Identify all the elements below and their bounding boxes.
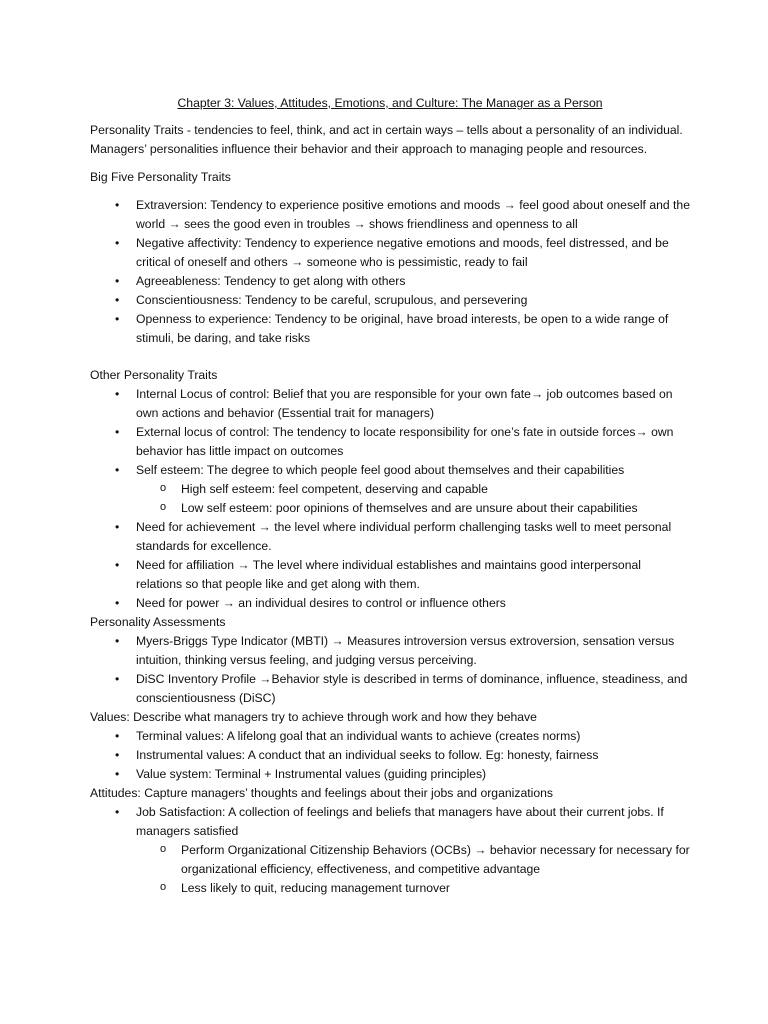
list-item xyxy=(136,461,690,518)
intro-paragraph: Personality Traits - tendencies to feel, think, and act in certain ways – tells about a personality of an individual. Managers’ personalities influence their behavior and their approach to managing people and resources. xyxy=(90,123,683,156)
list-item: • DiSC Inventory Profile →Behavior style is described in terms of dominance, influence, steadiness, and conscientiousness (DiSC) xyxy=(136,670,690,708)
list-item: • Internal Locus of control: Belief that you are responsible for your own fate→ job outcomes based on own actions and behavior (Essential trait for managers) xyxy=(136,385,690,423)
values-list xyxy=(90,727,690,784)
list-item: • Agreeableness: Tendency to get along with others xyxy=(136,272,690,291)
other-traits-list xyxy=(90,385,690,613)
list-item: • Negative affectivity: Tendency to experience negative emotions and moods, feel distressed, and be critical of oneself and others → someone who is pessimistic, ready to fail xyxy=(136,234,690,272)
page-title: Chapter 3: Values, Attitudes, Emotions, and Culture: The Manager as a Person xyxy=(177,96,603,110)
attitudes-list xyxy=(90,803,690,898)
list-item: • Need for power → an individual desires to control or influence others xyxy=(136,594,690,613)
list-item: • Value system: Terminal + Instrumental values (guiding principles) xyxy=(136,765,690,784)
list-item: • Need for affiliation → The level where individual establishes and maintains good interpersonal relations so that people like and get along with them. xyxy=(136,556,690,594)
list-item: • Terminal values: A lifelong goal that an individual wants to achieve (creates norms) xyxy=(136,727,690,746)
list-item: • Myers-Briggs Type Indicator (MBTI) → Measures introversion versus extroversion, sensation versus intuition, thinking versus feeling, and judging versus perceiving. xyxy=(136,632,690,670)
sublist-item: o High self esteem: feel competent, deserving and capable xyxy=(181,480,690,499)
list-item: • Extraversion: Tendency to experience positive emotions and moods → feel good about oneself and the world → sees the good even in troubles → shows friendliness and openness to all xyxy=(136,196,690,234)
self-esteem-sublist xyxy=(136,480,690,518)
attitudes-heading: Attitudes: Capture managers’ thoughts and feelings about their jobs and organizations xyxy=(90,786,553,800)
list-item: • Openness to experience: Tendency to be original, have broad interests, be open to a wide range of stimuli, be daring, and take risks xyxy=(136,310,690,348)
list-item: • Conscientiousness: Tendency to be careful, scrupulous, and persevering xyxy=(136,291,690,310)
list-item-text: Job Satisfaction: A collection of feelings and beliefs that managers have about their current jobs. If managers satisfied xyxy=(136,805,664,838)
sublist-item: o Less likely to quit, reducing management turnover xyxy=(181,879,690,898)
big-five-heading: Big Five Personality Traits xyxy=(90,170,231,184)
assessments-heading: Personality Assessments xyxy=(90,615,226,629)
sublist-item: o Perform Organizational Citizenship Behaviors (OCBs) → behavior necessary for necessary for organizational efficiency, effectiveness, and competitive advantage xyxy=(181,841,690,879)
sublist-item: o Low self esteem: poor opinions of themselves and are unsure about their capabilities xyxy=(181,499,690,518)
list-item: • Need for achievement → the level where individual perform challenging tasks well to meet personal standards for excellence. xyxy=(136,518,690,556)
list-item: • External locus of control: The tendency to locate responsibility for one’s fate in outside forces→ own behavior has little impact on outcomes xyxy=(136,423,690,461)
big-five-list xyxy=(90,196,690,348)
job-satisfaction-sublist xyxy=(136,841,690,898)
list-item: • Instrumental values: A conduct that an individual seeks to follow. Eg: honesty, fairness xyxy=(136,746,690,765)
assessments-list xyxy=(90,632,690,708)
document-body xyxy=(90,94,690,898)
other-traits-heading: Other Personality Traits xyxy=(90,368,218,382)
list-item xyxy=(136,803,690,898)
list-item-text: Self esteem: The degree to which people feel good about themselves and their capabilities xyxy=(136,463,625,477)
values-heading: Values: Describe what managers try to achieve through work and how they behave xyxy=(90,710,537,724)
